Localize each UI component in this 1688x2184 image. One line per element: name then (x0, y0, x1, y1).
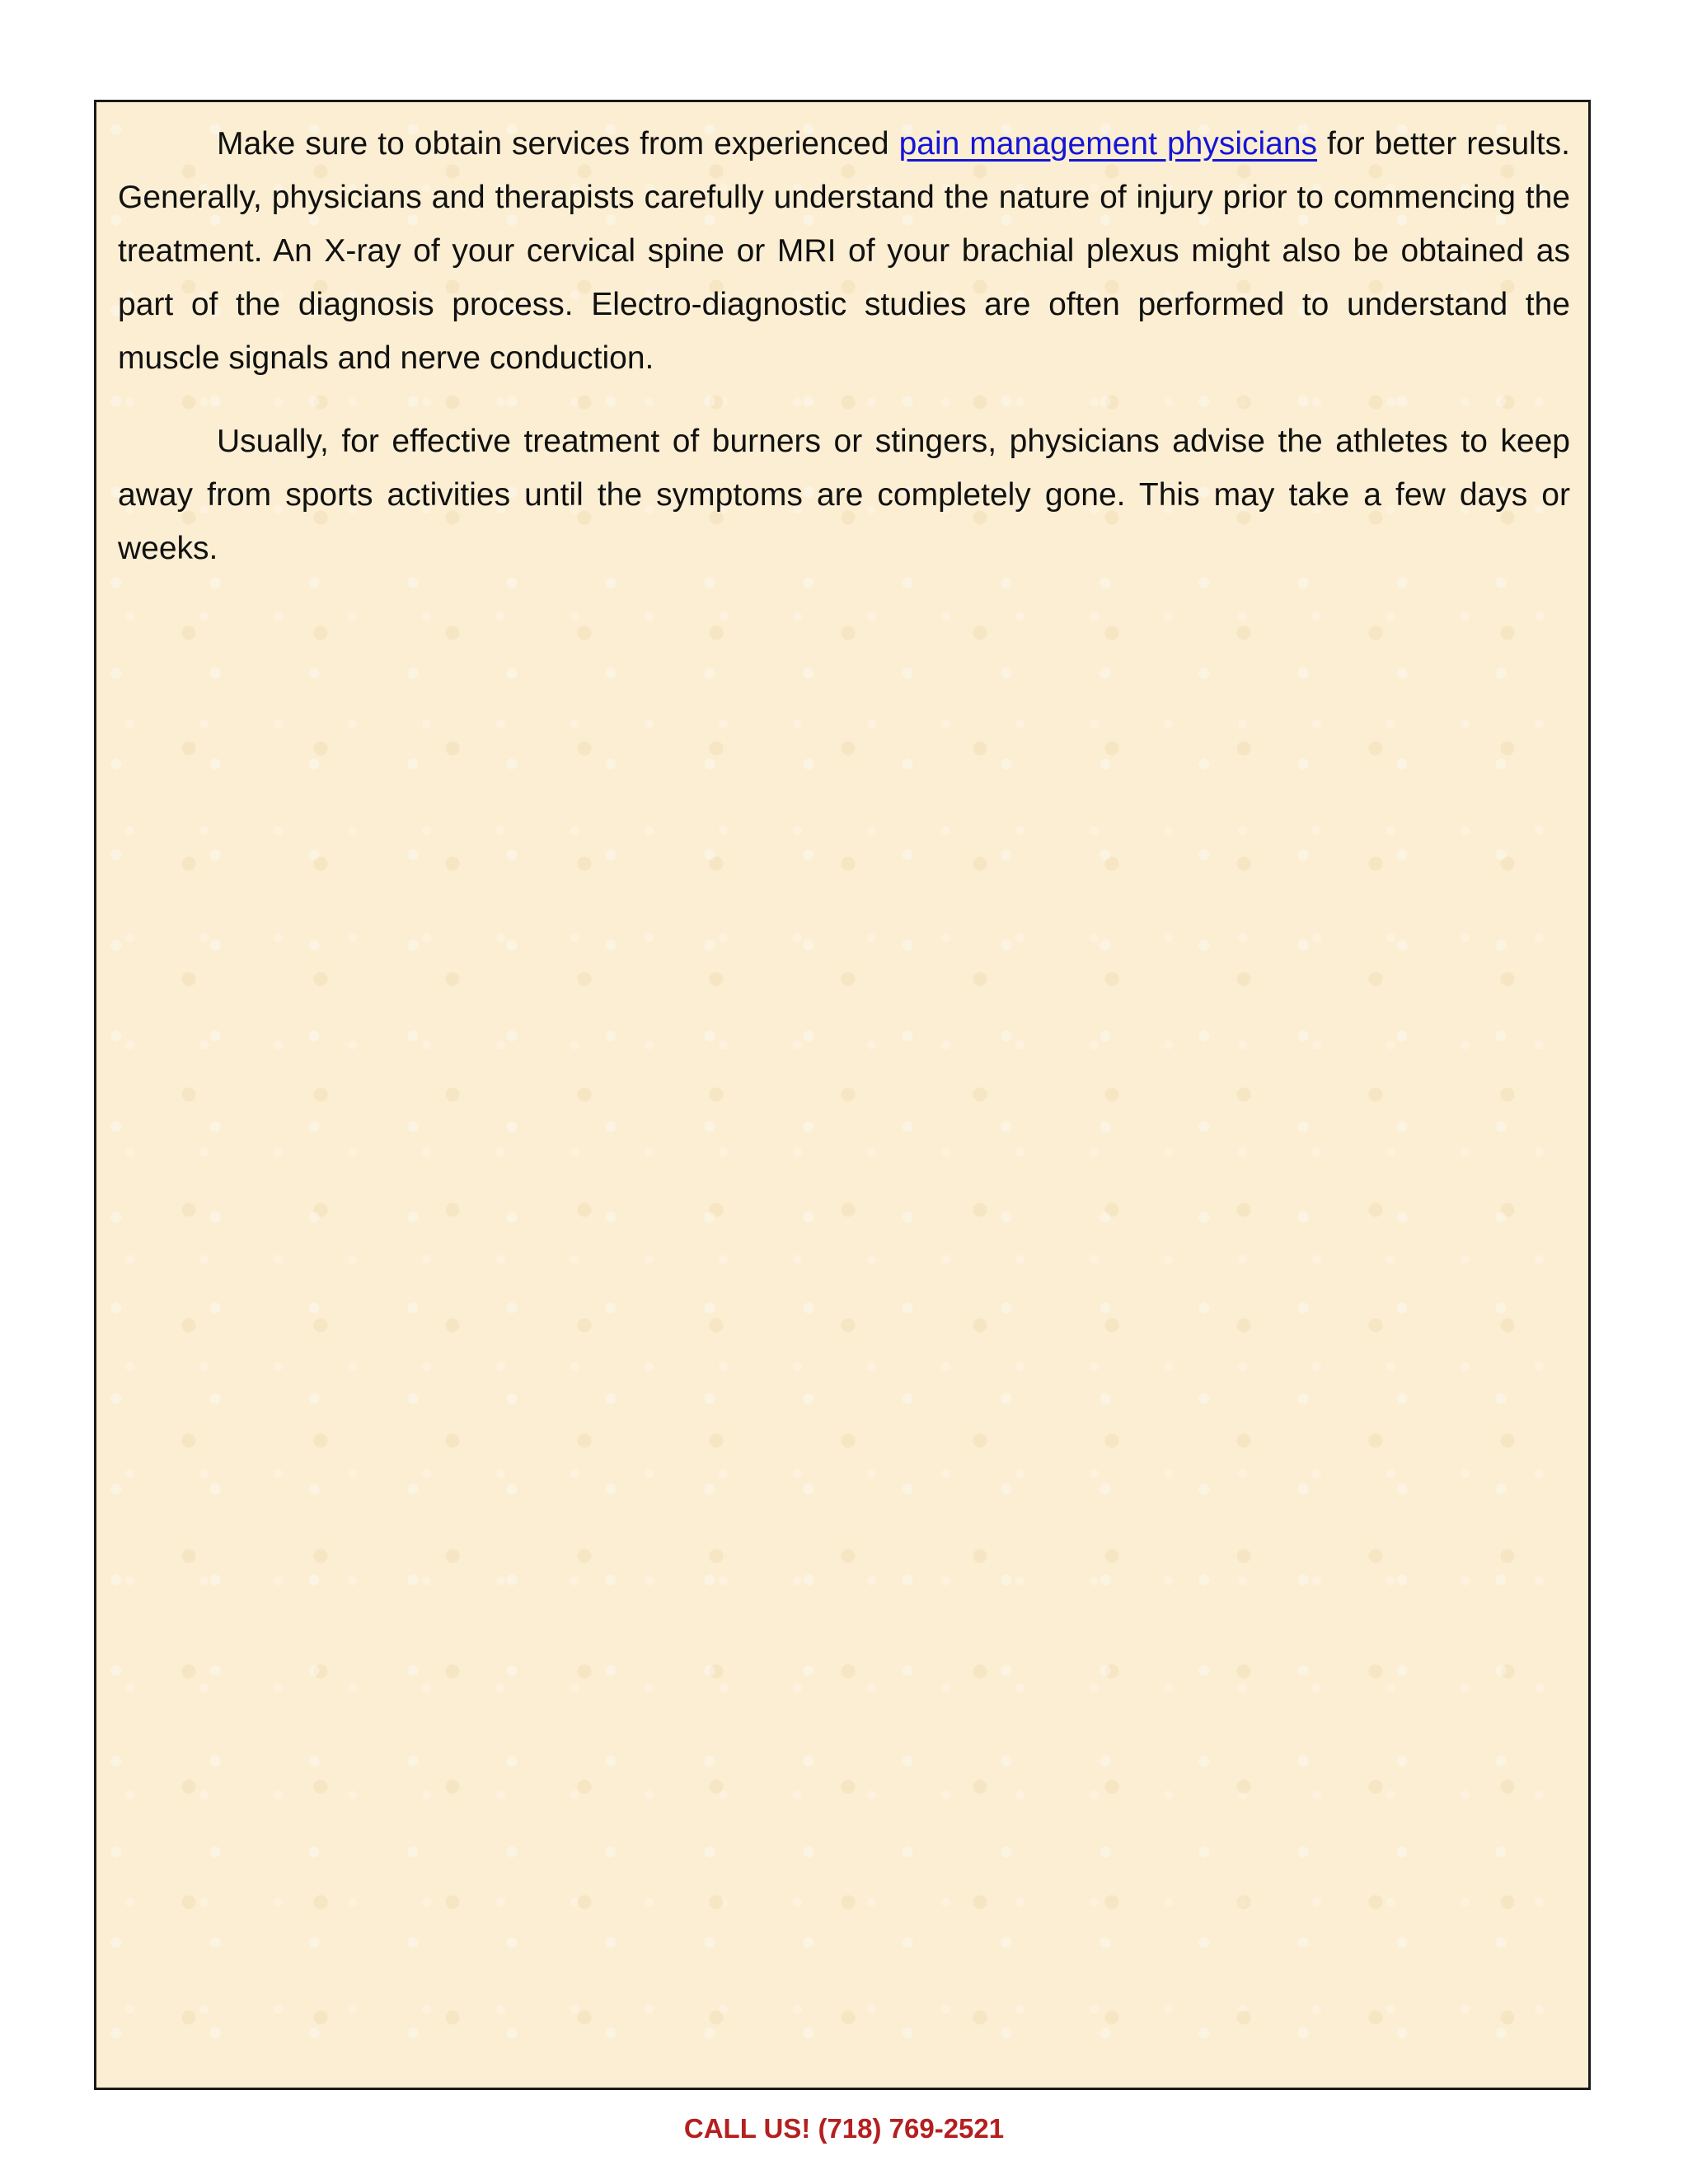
pain-management-physicians-link[interactable]: pain management physicians (898, 126, 1318, 162)
paragraph-1-intro: Make sure to obtain services from experienced (217, 126, 899, 162)
paragraph-treatment: Usually, for effective treatment of burners or stingers, physicians advise the athletes to keep away from sports activities until the symptoms are completely gone. This may take a few days or weeks. (118, 424, 1570, 566)
paragraph-diagnosis (118, 117, 1570, 385)
paragraph-1-rest: for better results. Generally, physicians and therapists carefully understand the nature of injury prior to commencing the treatment. An X-ray of your cervical spine or MRI of your brachial plexus might also be obtained as part of the diagnosis process. Electro-diagnostic studies are often performed to understand the muscle signals and nerve conduction. (118, 126, 1571, 376)
document-body (118, 117, 1570, 605)
footer-call-us: CALL US! (718) 769-2521 (683, 2113, 1005, 2144)
document-page (94, 100, 1591, 2090)
